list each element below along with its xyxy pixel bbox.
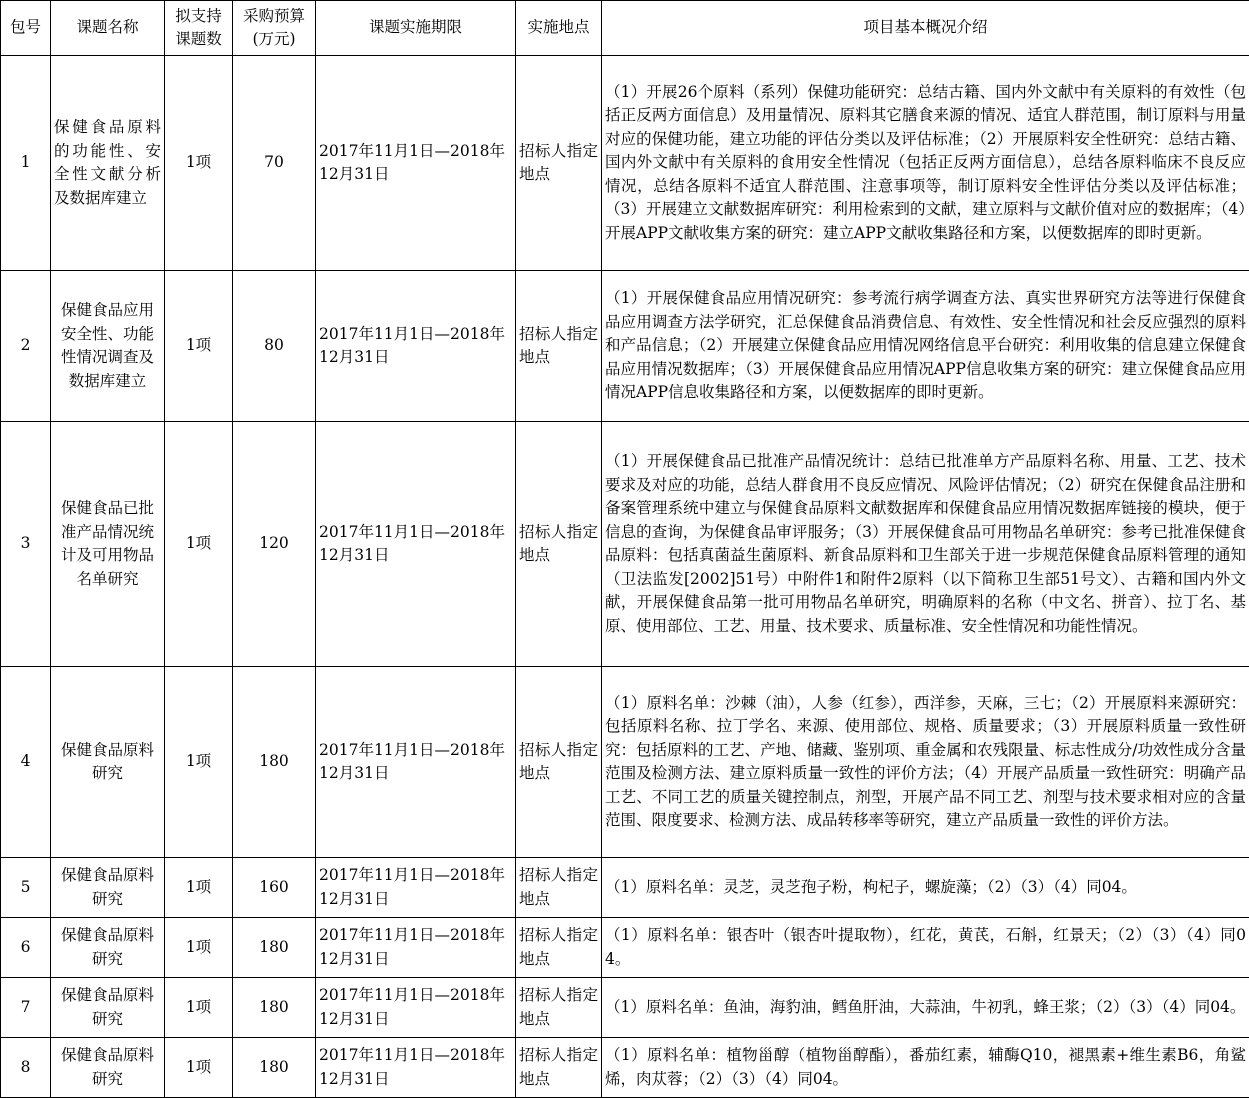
table-row (1, 978, 1249, 1038)
project-name: 保健食品原料研究 (51, 1038, 165, 1098)
table-row (1, 422, 1249, 667)
table-row (1, 1038, 1249, 1098)
project-name: 保健食品应用安全性、功能性情况调查及数据库建立 (51, 271, 165, 422)
project-name: 保健食品已批准产品情况统计及可用物品名单研究 (51, 422, 165, 667)
package-no: 1 (1, 56, 51, 271)
description: （1）开展保健食品应用情况研究：参考流行病学调查方法、真实世界研究方法等进行保健食品应用调查方法学研究，汇总保健食品消费信息、有效性、安全性情况和社会反应强烈的原料和产品信息；（2）开展建立保健食品应用情况网络信息平台研究：利用收集的信息建立保健食品应用情况数据库；（3）开展保健食品应用情况APP信息收集方案的研究：建立保健食品应用情况APP信息收集路径和方案，以便数据库的即时更新。 (602, 271, 1249, 422)
budget: 80 (233, 271, 316, 422)
table-row (1, 271, 1249, 422)
header-row (1, 1, 1249, 56)
header-location: 实施地点 (516, 1, 602, 56)
budget: 70 (233, 56, 316, 271)
project-name: 保健食品原料研究 (51, 858, 165, 918)
description: （1）原料名单：银杏叶（银杏叶提取物），红花，黄芪，石斛，红景天；（2）（3）（4）同04。 (602, 918, 1249, 978)
period: 2017年11月1日—2018年12月31日 (316, 667, 516, 858)
header-package-no: 包号 (1, 1, 51, 56)
description: （1）原料名单：沙棘（油），人参（红参），西洋参，天麻，三七；（2）开展原料来源研究：包括原料名称、拉丁学名、来源、使用部位、规格、质量要求；（3）开展原料质量一致性研究：包括原料的工艺、产地、储藏、鉴别项、重金属和农残限量、标志性成分/功效性成分含量范围及检测方法、建立原料质量一致性的评价方法；（4）开展产品质量一致性研究：明确产品工艺、不同工艺的质量关键控制点，剂型，开展产品不同工艺、剂型与技术要求相对应的含量范围、限度要求、检测方法、成品转移率等研究，建立产品质量一致性的评价方法。 (602, 667, 1249, 858)
table-row (1, 858, 1249, 918)
package-no: 5 (1, 858, 51, 918)
period: 2017年11月1日—2018年12月31日 (316, 978, 516, 1038)
package-no: 2 (1, 271, 51, 422)
location: 招标人指定地点 (516, 918, 602, 978)
location: 招标人指定地点 (516, 667, 602, 858)
table-row (1, 667, 1249, 858)
period: 2017年11月1日—2018年12月31日 (316, 422, 516, 667)
package-no: 6 (1, 918, 51, 978)
description: （1）原料名单：鱼油，海豹油，鳕鱼肝油，大蒜油，牛初乳，蜂王浆；（2）（3）（4）同04。 (602, 978, 1249, 1038)
header-project-name: 课题名称 (51, 1, 165, 56)
package-no: 8 (1, 1038, 51, 1098)
project-count: 1项 (165, 858, 233, 918)
location: 招标人指定地点 (516, 271, 602, 422)
period: 2017年11月1日—2018年12月31日 (316, 858, 516, 918)
budget: 180 (233, 1038, 316, 1098)
budget: 180 (233, 918, 316, 978)
description: （1）原料名单：灵芝，灵芝孢子粉，枸杞子，螺旋藻；（2）（3）（4）同04。 (602, 858, 1249, 918)
project-name: 保健食品原料的功能性、安全性文献分析及数据库建立 (51, 56, 165, 271)
header-budget: 采购预算(万元) (233, 1, 316, 56)
description: （1）原料名单：植物甾醇（植物甾醇酯），番茄红素，辅酶Q10，褪黑素+维生素B6，角鲨烯，肉苁蓉；（2）（3）（4）同04。 (602, 1038, 1249, 1098)
description: （1）开展保健食品已批准产品情况统计：总结已批准单方产品原料名称、用量、工艺、技术要求及对应的功能，总结人群食用不良反应情况、风险评估情况；（2）研究在保健食品注册和备案管理系统中建立与保健食品原料文献数据库和保健食品应用情况数据库链接的模块，便于信息的查询，为保健食品审评服务；（3）开展保健食品可用物品名单研究：参考已批准保健食品原料：包括真菌益生菌原料、新食品原料和卫生部关于进一步规范保健食品原料管理的通知（卫法监发[2002]51号）中附件1和附件2原料（以下简称卫生部51号文）、古籍和国内外文献，开展保健食品第一批可用物品名单研究，明确原料的名称（中文名、拼音）、拉丁名、基原、使用部位、工艺、用量、技术要求、质量标准、安全性情况和功能性情况。 (602, 422, 1249, 667)
project-name: 保健食品原料研究 (51, 978, 165, 1038)
project-count: 1项 (165, 1038, 233, 1098)
table-row (1, 918, 1249, 978)
period: 2017年11月1日—2018年12月31日 (316, 56, 516, 271)
project-count: 1项 (165, 422, 233, 667)
location: 招标人指定地点 (516, 978, 602, 1038)
project-count: 1项 (165, 918, 233, 978)
package-no: 7 (1, 978, 51, 1038)
location: 招标人指定地点 (516, 1038, 602, 1098)
project-count: 1项 (165, 56, 233, 271)
project-count: 1项 (165, 667, 233, 858)
location: 招标人指定地点 (516, 858, 602, 918)
package-no: 3 (1, 422, 51, 667)
period: 2017年11月1日—2018年12月31日 (316, 1038, 516, 1098)
period: 2017年11月1日—2018年12月31日 (316, 918, 516, 978)
description: （1）开展26个原料（系列）保健功能研究：总结古籍、国内外文献中有关原料的有效性（包括正反两方面信息）及用量情况、原料其它膳食来源的情况、适宜人群范围，制订原料与用量对应的保健功能，建立功能的评估分类以及评估标准；（2）开展原料安全性研究：总结古籍、国内外文献中有关原料的食用安全性情况（包括正反两方面信息），总结各原料临床不良反应情况，总结各原料不适宜人群范围、注意事项等，制订原料安全性评估分类以及评估标准；（3）开展建立文献数据库研究：利用检索到的文献，建立原料与文献价值对应的数据库；（4）开展APP文献收集方案的研究：建立APP文献收集路径和方案，以便数据库的即时更新。 (602, 56, 1249, 271)
package-no: 4 (1, 667, 51, 858)
header-project-count: 拟支持课题数 (165, 1, 233, 56)
budget: 180 (233, 978, 316, 1038)
header-description: 项目基本概况介绍 (602, 1, 1249, 56)
budget: 160 (233, 858, 316, 918)
project-count: 1项 (165, 978, 233, 1038)
location: 招标人指定地点 (516, 422, 602, 667)
budget: 180 (233, 667, 316, 858)
project-count: 1项 (165, 271, 233, 422)
project-name: 保健食品原料研究 (51, 667, 165, 858)
project-name: 保健食品原料研究 (51, 918, 165, 978)
table-row (1, 56, 1249, 271)
header-period: 课题实施期限 (316, 1, 516, 56)
budget: 120 (233, 422, 316, 667)
period: 2017年11月1日—2018年12月31日 (316, 271, 516, 422)
location: 招标人指定地点 (516, 56, 602, 271)
